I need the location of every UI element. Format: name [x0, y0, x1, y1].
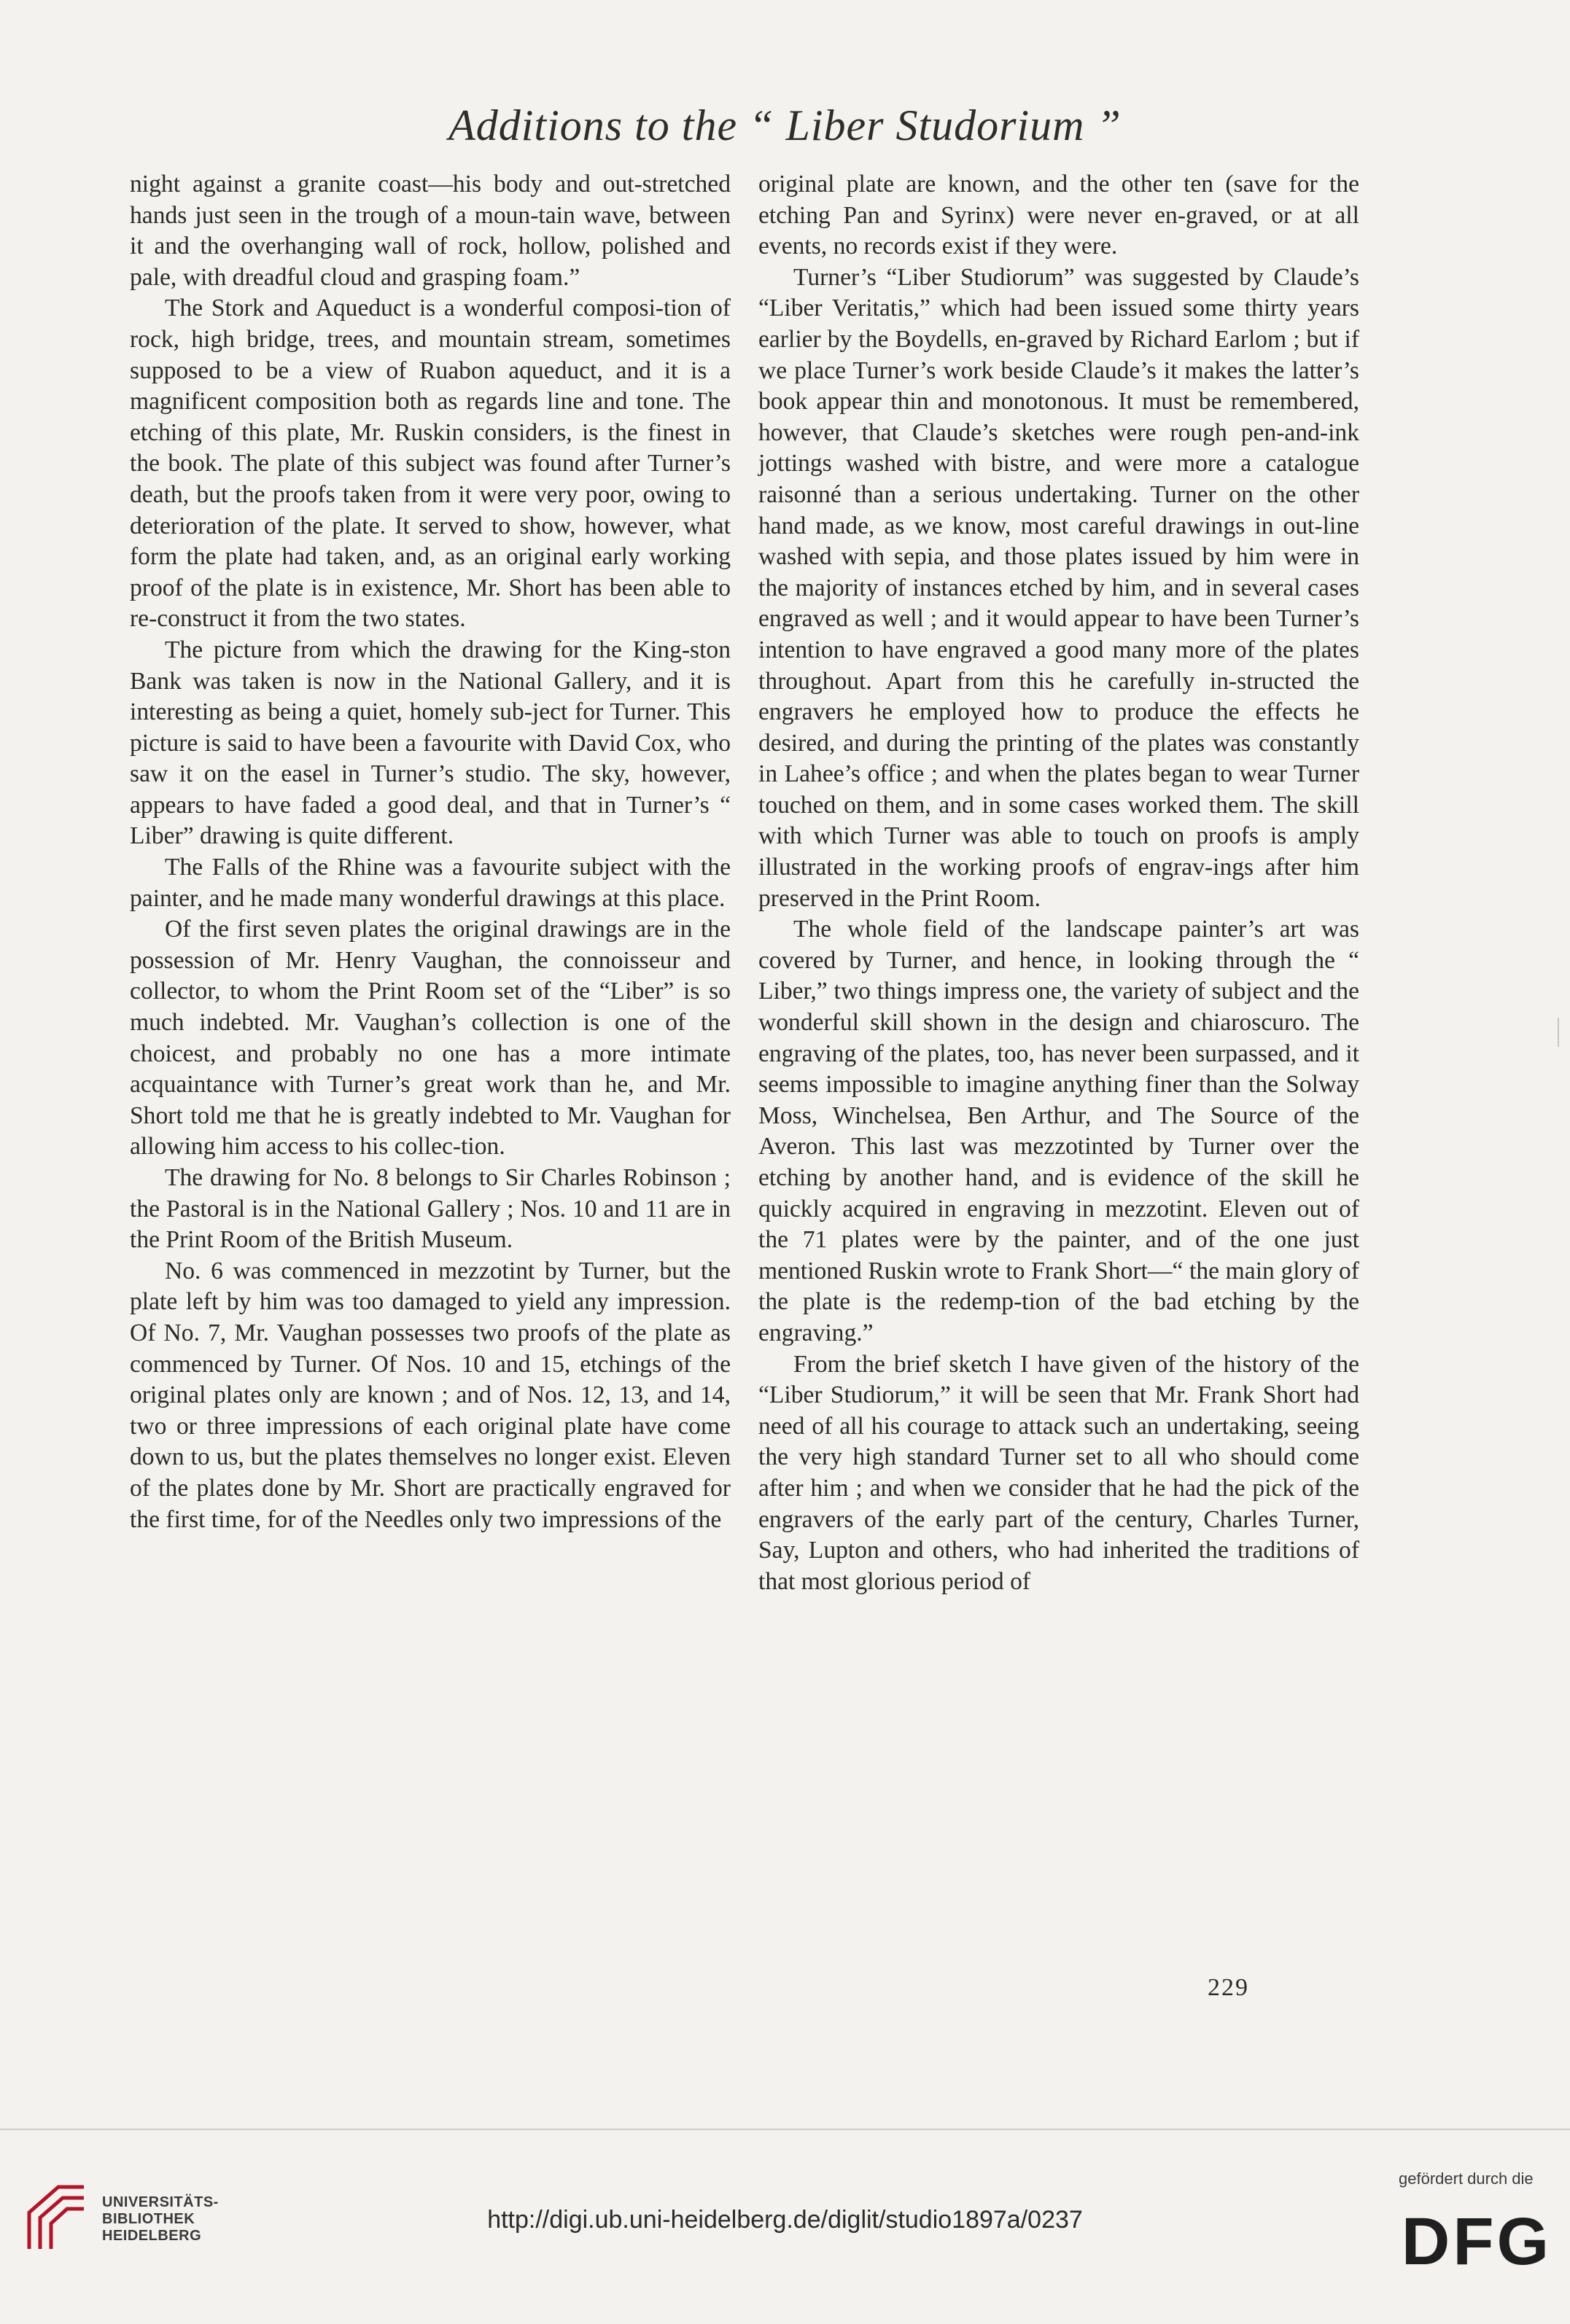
- library-name-line: UNIVERSITÄTS-: [102, 2194, 219, 2210]
- paragraph: The Stork and Aqueduct is a wonderful composi-tion of rock, high bridge, trees, and mountain stream, sometimes supposed to be a view of Ruabon aqueduct, and it is a magnificent composition both as regards line and tone. The etching of this plate, Mr. Ruskin considers, is the finest in the book. The plate of this subject was found after Turner’s death, but the proofs taken from it were very poor, owing to deterioration of the plate. It served to show, however, what form the plate had taken, and, as an original early working proof of the plate is in existence, Mr. Short has been able to re-construct it from the two states.: [130, 295, 731, 633]
- paragraph: Turner’s “Liber Studiorum” was suggested by Claude’s “Liber Veritatis,” which had been issued some thirty years earlier by the Boydells, en-graved by Richard Earlom ; but if we place Turner’s work beside Claude’s it makes the latter’s book appear thin and monotonous. It must be remembered, however, that Claude’s sketches were rough pen-and-ink jottings washed with bistre, and were more a catalogue raisonné than a serious undertaking. Turner on the other hand made, as we know, most careful drawings in out-line washed with sepia, and those plates issued by him were in the majority of instances etched by him, and in several cases engraved as well ; and it would appear to have been Turner’s intention to have engraved a good many more of the plates throughout. Apart from this he carefully in-structed the engravers he employed how to produce the effects he desired, and during the printing of the plates was constantly in Lahee’s office ; and when the plates began to wear Turner touched on them, and in some cases worked them. The skill with which Turner was able to touch on proofs is amply illustrated in the working proofs of engrav-ings after him preserved in the Print Room.: [758, 263, 1359, 912]
- margin-mark: [1558, 1018, 1559, 1047]
- page-number: 229: [1208, 1974, 1249, 2001]
- library-name-line: BIBLIOTHEK: [102, 2211, 195, 2227]
- paragraph: original plate are known, and the other ten (save for the etching Pan and Syrinx) were never en-graved, or at all events, no records exist if they were.: [758, 171, 1359, 260]
- funded-by-label: gefördert durch die: [1399, 2169, 1534, 2188]
- library-name-line: HEIDELBERG: [102, 2228, 202, 2244]
- paragraph: The Falls of the Rhine was a favourite subject with the painter, and he made many wonderful drawings at this place.: [130, 854, 731, 912]
- left-column: [130, 169, 731, 1535]
- paragraph: The picture from which the drawing for the King-ston Bank was taken is now in the National Gallery, and it is interesting as being a quiet, homely sub-ject for Turner. This picture is said to have been a favourite with David Cox, who saw it on the easel in Turner’s studio. The sky, however, appears to have faded a good deal, and that in Turner’s “ Liber” drawing is quite different.: [130, 636, 731, 850]
- footer-divider: [0, 2129, 1570, 2130]
- paragraph: Of the first seven plates the original drawings are in the possession of Mr. Henry Vaughan, the connoisseur and collector, to whom the Print Room set of the “Liber” is so much indebted. Mr. Vaughan’s collection is one of the choicest, and probably no one has a more intimate acquaintance with Turner’s great work than he, and Mr. Short told me that he is greatly indebted to Mr. Vaughan for allowing him access to his collec-tion.: [130, 916, 731, 1161]
- dfg-logo-text: DFG: [1401, 2204, 1552, 2279]
- page-title: Additions to the “ Liber Studorium ”: [448, 101, 1122, 149]
- paragraph: The whole field of the landscape painter’s art was covered by Turner, and hence, in looking through the “ Liber,” two things impress one, the variety of subject and the wonderful skill shown in the design and chiaroscuro. The engraving of the plates, too, has never been surpassed, and it seems impossible to imagine anything finer than the Solway Moss, Winchelsea, Ben Arthur, and The Source of the Averon. This last was mezzotinted by Turner over the etching by another hand, and is evidence of the skill he quickly acquired in engraving in mezzotint. Eleven out of the 71 plates were by the painter, and of the one just mentioned Ruskin wrote to Frank Short—“ the main glory of the plate is the redemp-tion of the bad etching by the engraving.”: [758, 916, 1359, 1346]
- paragraph: night against a granite coast—his body and out-stretched hands just seen in the trough of a moun-tain wave, between it and the overhanging wall of rock, hollow, polished and pale, with dreadful cloud and grasping foam.”: [130, 171, 731, 291]
- paragraph: From the brief sketch I have given of the history of the “Liber Studiorum,” it will be seen that Mr. Frank Short had need of all his courage to attack such an undertaking, seeing the very high standard Turner set to all who should come after him ; and when we consider that he had the pick of the engravers of the early part of the century, Charles Turner, Say, Lupton and others, who had inherited the traditions of that most glorious period of: [758, 1350, 1359, 1595]
- source-url-link[interactable]: http://digi.ub.uni-heidelberg.de/diglit/studio1897a/0237: [487, 2206, 1083, 2234]
- dfg-logo-icon: [1400, 2200, 1553, 2280]
- paragraph: No. 6 was commenced in mezzotint by Turner, but the plate left by him was too damaged to yield any impression. Of No. 7, Mr. Vaughan possesses two proofs of the plate as commenced by Turner. Of Nos. 10 and 15, etchings of the original plates only are known ; and of Nos. 12, 13, and 14, two or three impressions of each original plate have come down to us, but the plates themselves no longer exist. Eleven of the plates done by Mr. Short are practically engraved for the first time, for of the Needles only two impressions of the: [130, 1257, 731, 1533]
- paragraph: The drawing for No. 8 belongs to Sir Charles Robinson ; the Pastoral is in the National Gallery ; Nos. 10 and 11 are in the Print Room of the British Museum.: [130, 1164, 731, 1254]
- right-column: [758, 169, 1359, 1597]
